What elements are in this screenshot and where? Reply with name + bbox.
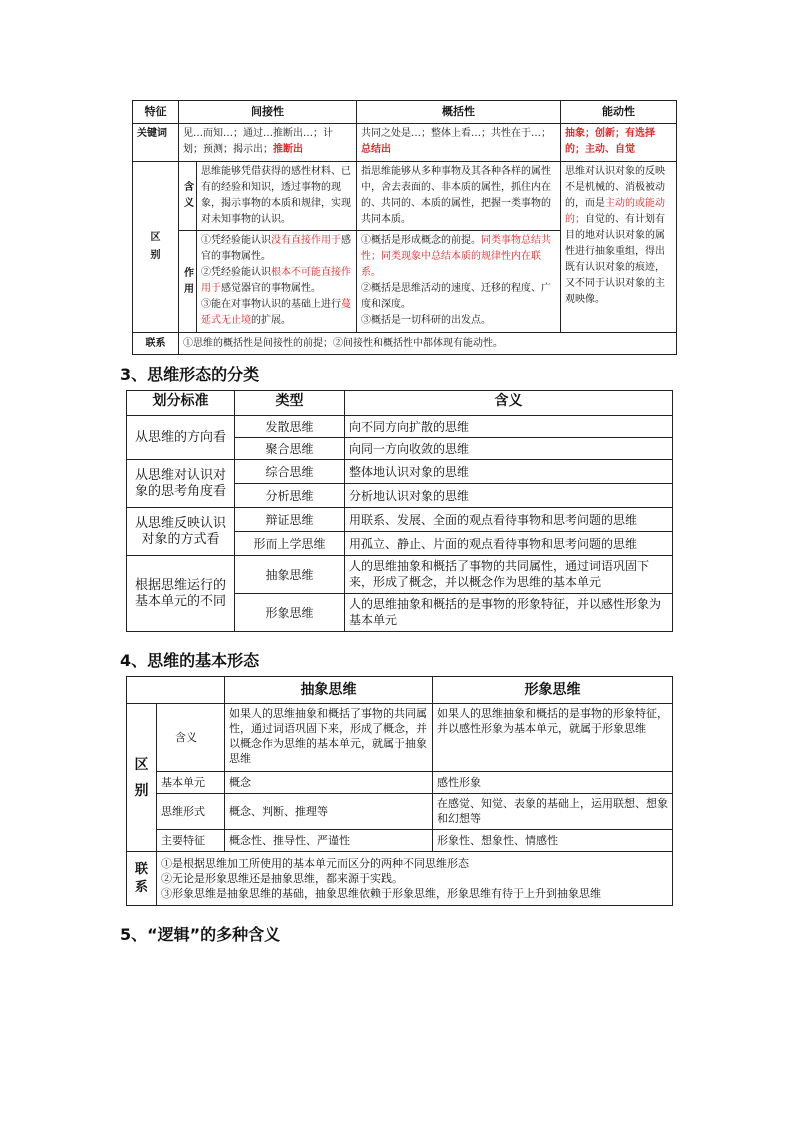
imagery-features: 形象性、想象性、情感性 — [433, 830, 673, 852]
abstract-meaning: 如果人的思维抽象和概括了事物的共同属性，通过词语巩固下来，形成了概念，并以概念作为思维的基本单元，就属于抽象思维 — [225, 704, 433, 772]
row-label-features: 主要特征 — [157, 830, 225, 852]
type-convergent: 聚合思维 — [235, 438, 345, 460]
type-dialectical: 辩证思维 — [235, 508, 345, 532]
link-text: ①是根据思维加工所使用的基本单元而区分的两种不同思维形态 ②无论是形象思维还是抽象思维，都来源于实践。 ③形象思维是抽象思维的基础，抽象思维依赖于形象思维，形象思维有待于上升到抽象思维 — [157, 852, 673, 906]
keywords-label: 关键词 — [133, 124, 179, 162]
criterion-reflection: 从思维反映认识对象的方式看 — [127, 508, 235, 556]
section4-title: 4、思维的基本形态 — [120, 651, 260, 670]
header-type: 类型 — [235, 391, 345, 416]
header-feature: 特征 — [133, 101, 179, 124]
type-imagery: 形象思维 — [235, 594, 345, 632]
header-criterion: 划分标准 — [127, 391, 235, 416]
meaning-divergent: 向不同方向扩散的思维 — [345, 416, 673, 438]
criterion-angle: 从思维对认识对象的思考角度看 — [127, 460, 235, 508]
meaning-indirectness: 思维能够凭借获得的感性材料、已有的经验和知识，透过事物的现象，揭示事物的本质和规律，实现对未知事物的认识。 — [197, 162, 357, 231]
keywords-indirectness: 见…而知…；通过…推断出…；计划；预测；揭示出；推断出 — [179, 124, 357, 162]
meaning-synthetic: 整体地认识对象的思维 — [345, 460, 673, 484]
abstract-form: 概念、判断、推理等 — [225, 794, 433, 830]
meaning-abstract: 人的思维抽象和概括了事物的共同属性，通过词语巩固下来，形成了概念，并以概念作为思维的基本单元 — [345, 556, 673, 594]
imagery-form: 在感觉、知觉、表象的基础上，运用联想、想象和幻想等 — [433, 794, 673, 830]
header-initiative: 能动性 — [561, 101, 677, 124]
link-text: ①思维的概括性是间接性的前提；②间接性和概括性中都体现有能动性。 — [179, 333, 677, 355]
row-label-meaning: 含义 — [157, 704, 225, 772]
type-analytic: 分析思维 — [235, 484, 345, 508]
effect-generality: ①概括是形成概念的前提。同类事物总结共性；同类现象中总结本质的规律性内在联系。 ②概括是思维活动的速度、迁移的程度、广度和深度。 ③概括是一切科研的出发点。 — [357, 231, 561, 333]
diff-label: 区别 — [127, 704, 157, 852]
row-label-form: 思维形式 — [157, 794, 225, 830]
meaning-analytic: 分析地认识对象的思维 — [345, 484, 673, 508]
link-label: 联系 — [127, 852, 157, 906]
criterion-unit: 根据思维运行的基本单元的不同 — [127, 556, 235, 632]
header-abstract: 抽象思维 — [225, 677, 433, 704]
meaning-generality: 指思维能够从多种事物及其各种各样的属性中，舍去表面的、非本质的属性，抓住内在的、共同的、本质的属性，把握一类事物的共同本质。 — [357, 162, 561, 231]
abstract-features: 概念性、推导性、严谨性 — [225, 830, 433, 852]
basic-forms-table — [126, 676, 673, 906]
header-generality: 概括性 — [357, 101, 561, 124]
section3-title: 3、思维形态的分类 — [120, 365, 260, 384]
type-metaphysical: 形而上学思维 — [235, 532, 345, 556]
type-abstract: 抽象思维 — [235, 556, 345, 594]
meaning-label: 含义 — [179, 162, 197, 231]
header-imagery: 形象思维 — [433, 677, 673, 704]
effect-label: 作用 — [179, 231, 197, 333]
link-label: 联系 — [133, 333, 179, 355]
row-label-unit: 基本单元 — [157, 772, 225, 794]
meaning-initiative: 思维对认识对象的反映不是机械的、消极被动的，而是主动的或能动的；自觉的、有计划有目的地对认识对象的属性进行抽象重组，得出既有认识对象的痕迹，又不同于认识对象的主观映像。 — [561, 162, 677, 333]
abstract-unit: 概念 — [225, 772, 433, 794]
meaning-imagery: 人的思维抽象和概括的是事物的形象特征，并以感性形象为基本单元 — [345, 594, 673, 632]
thinking-classification-table — [126, 390, 673, 632]
effect-indirectness: ①凭经验能认识没有直接作用于感官的事物属性。 ②凭经验能认识根本不可能直接作用于感觉器官的事物属性。 ③能在对事物认识的基础上进行蔓延式无止境的扩展。 — [197, 231, 357, 333]
type-synthetic: 综合思维 — [235, 460, 345, 484]
type-divergent: 发散思维 — [235, 416, 345, 438]
keywords-initiative: 抽象；创新；有选择的；主动、自觉 — [561, 124, 677, 162]
keywords-generality: 共同之处是…；整体上看…；共性在于…；总结出 — [357, 124, 561, 162]
thinking-features-table — [132, 100, 677, 355]
criterion-direction: 从思维的方向看 — [127, 416, 235, 460]
meaning-metaphysical: 用孤立、静止、片面的观点看待事物和思考问题的思维 — [345, 532, 673, 556]
meaning-convergent: 向同一方向收敛的思维 — [345, 438, 673, 460]
meaning-dialectical: 用联系、发展、全面的观点看待事物和思考问题的思维 — [345, 508, 673, 532]
header-indirectness: 间接性 — [179, 101, 357, 124]
imagery-unit: 感性形象 — [433, 772, 673, 794]
diff-label: 区别 — [133, 162, 179, 333]
imagery-meaning: 如果人的思维抽象和概括的是事物的形象特征，并以感性形象为基本单元，就属于形象思维 — [433, 704, 673, 772]
section5-title: 5、“逻辑”的多种含义 — [120, 925, 281, 944]
corner-cell — [127, 677, 225, 704]
header-meaning: 含义 — [345, 391, 673, 416]
